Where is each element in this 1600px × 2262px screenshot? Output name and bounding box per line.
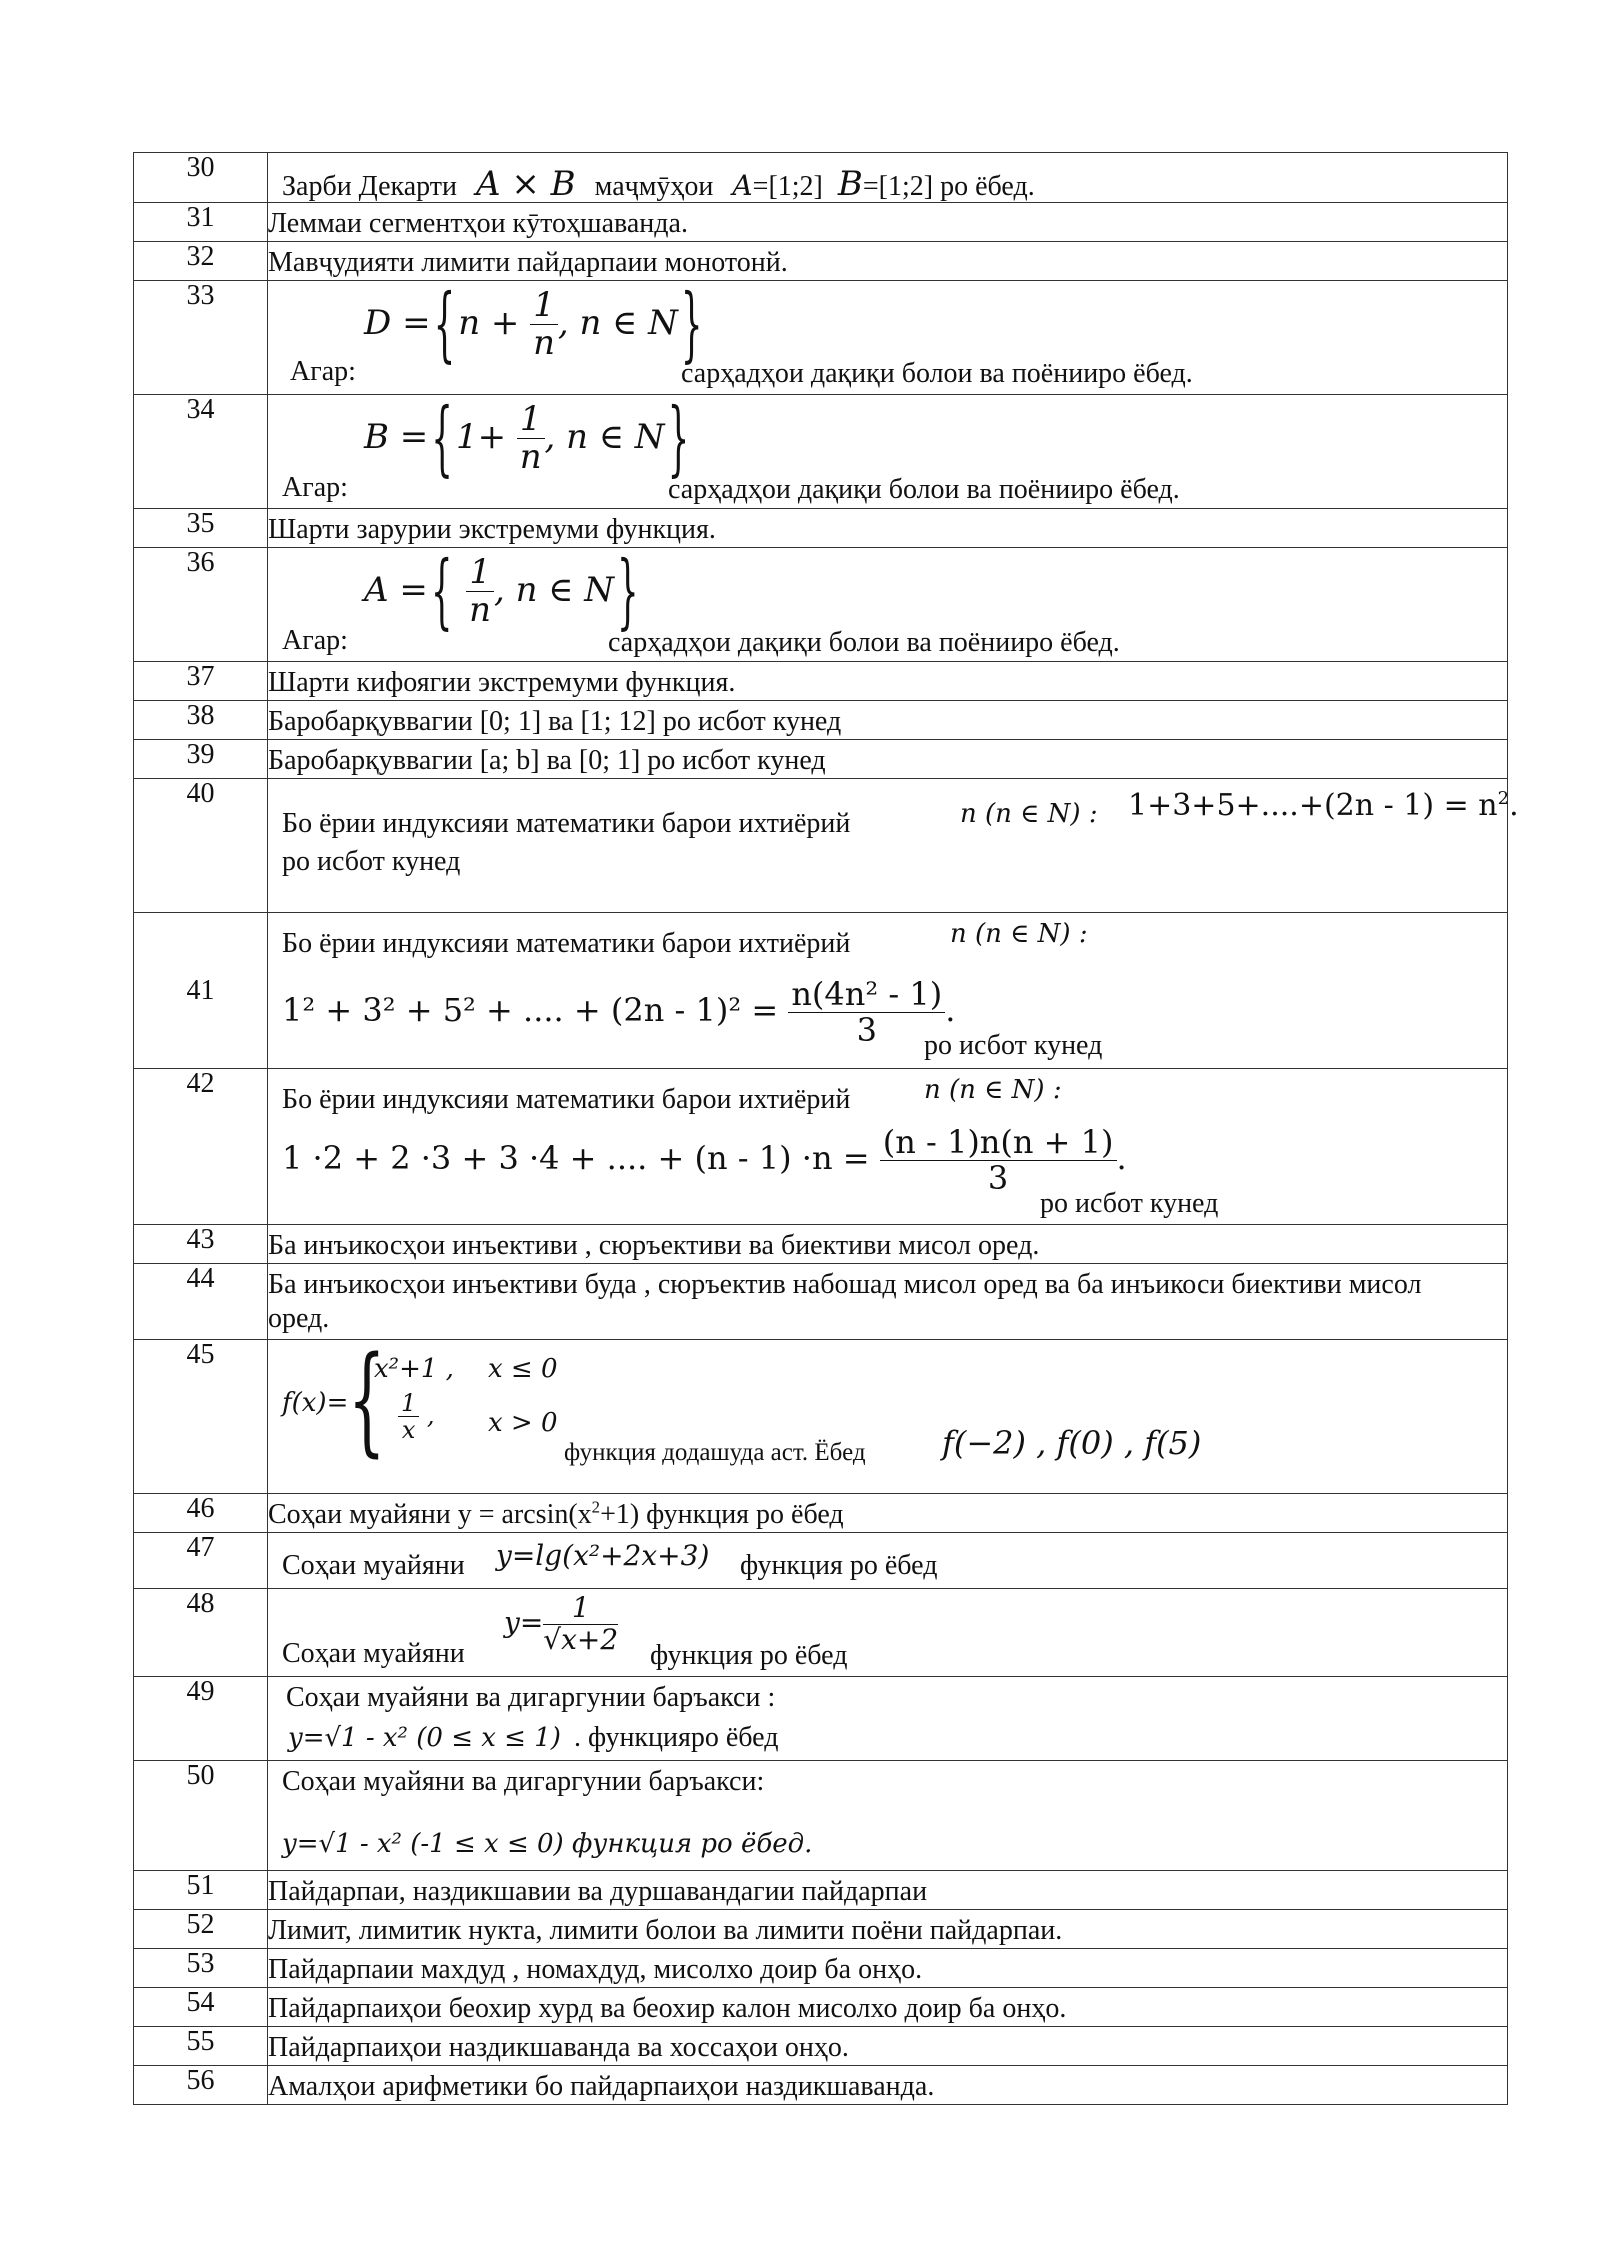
row-content: Ба инъикосҳои инъективи , сюръективи ва биективи мисол оред. xyxy=(268,1225,1508,1264)
row-content: Пайдарпаии махдуд , номахдуд, мисолхо доир ба онҳо. xyxy=(268,1949,1508,1988)
row-number: 53 xyxy=(134,1949,268,1988)
table-row xyxy=(134,1264,1508,1340)
row-content: Бо ёрии индуксияи математики барои ихтиёрий n (n ∈ N) : 1² + 3² + 5² + .... + (2n - 1)² = $\frac{\text{n(4n² - 1)}}{3}$ . ро исбот кунед xyxy=(268,913,1508,1069)
set-definition: A ={ $\frac{1}{n}$ , n ∈ N} xyxy=(364,543,639,640)
formula: 1² + 3² + 5² + .... + (2n - 1)² = $\frac{\text{n(4n² - 1)}}{3}$ . xyxy=(282,975,956,1050)
table-row xyxy=(134,281,1508,395)
table-row xyxy=(134,1589,1508,1677)
table-row xyxy=(134,2066,1508,2105)
table-row xyxy=(134,2027,1508,2066)
row-number: 43 xyxy=(134,1225,268,1264)
row-number: 52 xyxy=(134,1910,268,1949)
table-row xyxy=(134,740,1508,779)
table-row xyxy=(134,1494,1508,1533)
row-content: Пайдарпаиҳои беохир хурд ва беохир калон мисолхо доир ба онҳо. xyxy=(268,1988,1508,2027)
table-row xyxy=(134,913,1508,1069)
row-content: Соҳаи муайяни ва дигаргунии баръакси: y=√1 - x² (-1 ≤ x ≤ 0) функция ро ёбед. xyxy=(268,1761,1508,1871)
case-brace: { xyxy=(348,1330,386,1468)
row-number: 36 xyxy=(134,548,268,662)
row-content: Леммаи сегментҳои кӯтоҳшаванда. xyxy=(268,203,1508,242)
row-content: Соҳаи муайяни y=lg(x²+2x+3) функция ро ёбед xyxy=(268,1533,1508,1589)
row-number: 33 xyxy=(134,281,268,395)
row-number: 55 xyxy=(134,2027,268,2066)
row-number: 48 xyxy=(134,1589,268,1677)
table-row xyxy=(134,1069,1508,1225)
row-number: 41 xyxy=(134,913,268,1069)
row-number: 39 xyxy=(134,740,268,779)
table-row xyxy=(134,1871,1508,1910)
table-row xyxy=(134,395,1508,509)
table-row xyxy=(134,153,1508,203)
row-number: 54 xyxy=(134,1988,268,2027)
row-number: 56 xyxy=(134,2066,268,2105)
row-content: Пайдарпаи, наздикшавии ва дуршавандагии пайдарпаи xyxy=(268,1871,1508,1910)
row-content: Бо ёрии индуксияи математики барои ихтиёрий n (n ∈ N) : $1+3+5+....+(2n - 1) = n^2$. ро исбот кунед xyxy=(268,779,1508,913)
row-content: Бо ёрии индуксияи математики барои ихтиёрий n (n ∈ N) : 1 ·2 + 2 ·3 + 3 ·4 + .... + (n - 1) ·n = $\frac{(n - 1)n(n + 1)}{3}$ . ро исбот кунед xyxy=(268,1069,1508,1225)
table-row xyxy=(134,1988,1508,2027)
table-row xyxy=(134,548,1508,662)
row-number: 30 xyxy=(134,153,268,203)
row-content: Баробарқуввагии [a; b] ва [0; 1] ро исбот кунед xyxy=(268,740,1508,779)
set-definition: D ={n + $\frac{1}{n}$ , n ∈ N} xyxy=(364,276,703,373)
row-number: 47 xyxy=(134,1533,268,1589)
row-content: Агар: A ={ $\frac{1}{n}$ , n ∈ N} сарҳадҳои дақиқи болои ва поёнииро ёбед. xyxy=(268,548,1508,662)
row-content: Пайдарпаиҳои наздикшаванда ва хоссаҳои онҳо. xyxy=(268,2027,1508,2066)
row-number: 44 xyxy=(134,1264,268,1340)
row-content: Соҳаи муайяни $y = \arcsin(x^2+1)$ функция ро ёбед xyxy=(268,1494,1508,1533)
row-content: Агар: B ={1+ $\frac{1}{n}$ , n ∈ N} сарҳадҳои дақиқи болои ва поёнииро ёбед. xyxy=(268,395,1508,509)
table-row xyxy=(134,203,1508,242)
table-row xyxy=(134,1761,1508,1871)
row-content: Мавҷудияти лимити пайдарпаии монотонй. xyxy=(268,242,1508,281)
row-content: Агар: D ={n + $\frac{1}{n}$ , n ∈ N} сарҳадҳои дақиқи болои ва поёнииро ёбед. xyxy=(268,281,1508,395)
row-number: 50 xyxy=(134,1761,268,1871)
table-row xyxy=(134,701,1508,740)
row-content: Лимит, лимитик нукта, лимити болои ва лимити поёни пайдарпаи. xyxy=(268,1910,1508,1949)
formula: y= $\frac{1}{√x+2}$ xyxy=(504,1591,619,1656)
row-number: 35 xyxy=(134,509,268,548)
row-number: 49 xyxy=(134,1677,268,1761)
table-row xyxy=(134,779,1508,913)
row-number: 32 xyxy=(134,242,268,281)
row-content: Баробарқуввагии [0; 1] ва [1; 12] ро исбот кунед xyxy=(268,701,1508,740)
row-text: Зарби Декарти A × B маҷмӯҳои A=[1;2] B=[1;2] ро ёбед. xyxy=(282,164,1035,204)
row-number: 51 xyxy=(134,1871,268,1910)
table-row xyxy=(134,509,1508,548)
row-number: 34 xyxy=(134,395,268,509)
row-content: f(x)= { x²+1 , x ≤ 0 $\frac{1}{x}$ , x > 0 функция додашуда аст. Ёбед f(−2) , f(0) , f(5) xyxy=(268,1340,1508,1494)
table-row xyxy=(134,242,1508,281)
row-number: 38 xyxy=(134,701,268,740)
row-content: Амалҳои арифметики бо пайдарпаиҳои наздикшаванда. xyxy=(268,2066,1508,2105)
row-content: Соҳаи муайяни y= $\frac{1}{√x+2}$ функция ро ёбед xyxy=(268,1589,1508,1677)
row-content: Соҳаи муайяни ва дигаргунии баръакси : y=√1 - x² (0 ≤ x ≤ 1) . функцияро ёбед xyxy=(268,1677,1508,1761)
row-content xyxy=(268,153,1508,203)
row-content: Шарти кифоягии экстремуми функция. xyxy=(268,662,1508,701)
row-number: 37 xyxy=(134,662,268,701)
table-row xyxy=(134,1910,1508,1949)
table-row xyxy=(134,662,1508,701)
row-number: 31 xyxy=(134,203,268,242)
row-number: 45 xyxy=(134,1340,268,1494)
table-row xyxy=(134,1533,1508,1589)
table-row xyxy=(134,1225,1508,1264)
row-content: Шарти зарурии экстремуми функция. xyxy=(268,509,1508,548)
row-number: 42 xyxy=(134,1069,268,1225)
set-definition: B ={1+ $\frac{1}{n}$ , n ∈ N} xyxy=(364,390,690,487)
row-number: 46 xyxy=(134,1494,268,1533)
table-row xyxy=(134,1677,1508,1761)
formula: 1 ·2 + 2 ·3 + 3 ·4 + .... + (n - 1) ·n = $\frac{(n - 1)n(n + 1)}{3}$ . xyxy=(282,1123,1127,1198)
table-row xyxy=(134,1949,1508,1988)
row-content: Ба инъикосҳои инъективи буда , сюръектив набошад мисол оред ва ба инъикоси биективи мисол оред. xyxy=(268,1264,1508,1340)
formula: $1+3+5+....+(2n - 1) = n^2$. xyxy=(1128,788,1519,823)
case2-fraction: $\frac{1}{x}$ , xyxy=(398,1390,435,1444)
questions-table xyxy=(133,152,1519,2105)
row-number: 40 xyxy=(134,779,268,913)
table-row xyxy=(134,1340,1508,1494)
